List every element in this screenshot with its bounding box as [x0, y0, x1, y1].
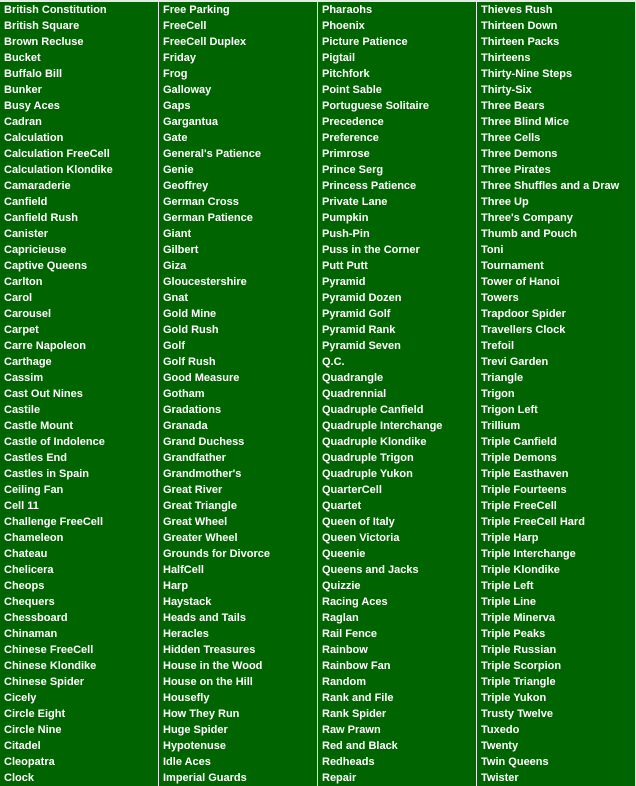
game-list-item[interactable]: Grand Duchess — [159, 434, 318, 450]
game-list-item[interactable]: Rank Spider — [318, 706, 477, 722]
game-list-item[interactable]: Triple Interchange — [477, 546, 636, 562]
game-list-item[interactable]: Challenge FreeCell — [0, 514, 159, 530]
game-list-item[interactable]: Harp — [159, 578, 318, 594]
game-list-item[interactable]: Citadel — [0, 738, 159, 754]
game-list-item[interactable]: Q.C. — [318, 354, 477, 370]
game-list-item[interactable]: Great Triangle — [159, 498, 318, 514]
game-list-item[interactable]: Triple FreeCell — [477, 498, 636, 514]
game-list-item[interactable]: Three Bears — [477, 98, 636, 114]
game-list-item[interactable]: Prince Serg — [318, 162, 477, 178]
game-list-item[interactable]: German Cross — [159, 194, 318, 210]
game-list-item[interactable]: Carlton — [0, 274, 159, 290]
game-list-item[interactable]: Heracles — [159, 626, 318, 642]
game-list-item[interactable]: Queen Victoria — [318, 530, 477, 546]
game-list-item[interactable]: Great Wheel — [159, 514, 318, 530]
game-list-item[interactable]: Gilbert — [159, 242, 318, 258]
game-list-item[interactable]: Thirty-Nine Steps — [477, 66, 636, 82]
game-list-item[interactable]: Granada — [159, 418, 318, 434]
game-list-item[interactable]: Quizzie — [318, 578, 477, 594]
game-list-item[interactable]: FreeCell Duplex — [159, 34, 318, 50]
game-list-item[interactable]: Chameleon — [0, 530, 159, 546]
game-list-item[interactable]: Carol — [0, 290, 159, 306]
game-list-item[interactable]: Triple Yukon — [477, 690, 636, 706]
game-list-item[interactable]: Tuxedo — [477, 722, 636, 738]
game-list-item[interactable]: Thirteen Packs — [477, 34, 636, 50]
game-list-item[interactable]: Calculation — [0, 130, 159, 146]
game-list-item[interactable]: How They Run — [159, 706, 318, 722]
game-list-item[interactable]: HalfCell — [159, 562, 318, 578]
game-list-item[interactable]: Golf Rush — [159, 354, 318, 370]
game-list-item[interactable]: Friday — [159, 50, 318, 66]
game-list-item[interactable]: Canfield Rush — [0, 210, 159, 226]
game-list-item[interactable]: Capricieuse — [0, 242, 159, 258]
game-list-item[interactable]: Castile — [0, 402, 159, 418]
game-list-item[interactable]: Buffalo Bill — [0, 66, 159, 82]
game-list-item[interactable]: Trefoil — [477, 338, 636, 354]
game-list-item[interactable]: Rank and File — [318, 690, 477, 706]
game-list-item[interactable]: Calculation Klondike — [0, 162, 159, 178]
game-list-item[interactable]: Trigon Left — [477, 402, 636, 418]
game-list-item[interactable]: Circle Nine — [0, 722, 159, 738]
game-list-item[interactable]: Pigtail — [318, 50, 477, 66]
game-list-item[interactable]: Redheads — [318, 754, 477, 770]
game-list-item[interactable]: Hidden Treasures — [159, 642, 318, 658]
game-list-item[interactable]: Trillium — [477, 418, 636, 434]
game-list-item[interactable]: Tournament — [477, 258, 636, 274]
game-list-item[interactable]: Pyramid — [318, 274, 477, 290]
game-list-item[interactable]: Quadruple Klondike — [318, 434, 477, 450]
game-list-item[interactable]: Picture Patience — [318, 34, 477, 50]
game-list-item[interactable]: Cell 11 — [0, 498, 159, 514]
game-list-item[interactable]: Giza — [159, 258, 318, 274]
game-list-item[interactable]: Three Pirates — [477, 162, 636, 178]
game-list-item[interactable]: Huge Spider — [159, 722, 318, 738]
game-list-item[interactable]: Triple Easthaven — [477, 466, 636, 482]
game-list-item[interactable]: Gotham — [159, 386, 318, 402]
game-list-item[interactable]: Tower of Hanoi — [477, 274, 636, 290]
game-list-item[interactable]: Toni — [477, 242, 636, 258]
game-list-item[interactable]: Brown Recluse — [0, 34, 159, 50]
game-list-item[interactable]: German Patience — [159, 210, 318, 226]
game-list-item[interactable]: British Square — [0, 18, 159, 34]
game-list-item[interactable]: Preference — [318, 130, 477, 146]
game-list-item[interactable]: Ceiling Fan — [0, 482, 159, 498]
game-list-item[interactable]: House on the Hill — [159, 674, 318, 690]
game-list-item[interactable]: Three Blind Mice — [477, 114, 636, 130]
game-list-item[interactable]: Cheops — [0, 578, 159, 594]
game-list-item[interactable]: Castle Mount — [0, 418, 159, 434]
game-list-item[interactable]: Gloucestershire — [159, 274, 318, 290]
game-list-item[interactable]: Triple Demons — [477, 450, 636, 466]
game-list-item[interactable]: Queens and Jacks — [318, 562, 477, 578]
game-list-item[interactable]: Chinese FreeCell — [0, 642, 159, 658]
game-list-item[interactable]: Gradations — [159, 402, 318, 418]
game-list-item[interactable]: Princess Patience — [318, 178, 477, 194]
game-list-item[interactable]: Triple Triangle — [477, 674, 636, 690]
game-list-item[interactable]: Random — [318, 674, 477, 690]
game-list-item[interactable]: Thieves Rush — [477, 2, 636, 18]
game-list-item[interactable]: Raglan — [318, 610, 477, 626]
game-list-item[interactable]: Racing Aces — [318, 594, 477, 610]
game-list-item[interactable]: Gargantua — [159, 114, 318, 130]
game-list-item[interactable]: Haystack — [159, 594, 318, 610]
game-list-item[interactable]: Idle Aces — [159, 754, 318, 770]
game-list-item[interactable]: Frog — [159, 66, 318, 82]
game-list-item[interactable]: Rainbow — [318, 642, 477, 658]
game-list-item[interactable]: Triple Left — [477, 578, 636, 594]
game-list-item[interactable]: Twin Queens — [477, 754, 636, 770]
game-list-item[interactable]: Bucket — [0, 50, 159, 66]
game-list-item[interactable]: Triple Fourteens — [477, 482, 636, 498]
game-list-item[interactable]: Triple Russian — [477, 642, 636, 658]
game-list-item[interactable]: Gate — [159, 130, 318, 146]
game-list-item[interactable]: Triple Peaks — [477, 626, 636, 642]
game-list-item[interactable]: Trevi Garden — [477, 354, 636, 370]
game-list-item[interactable]: Triple Klondike — [477, 562, 636, 578]
game-list-item[interactable]: Gnat — [159, 290, 318, 306]
game-list-item[interactable]: Thirteen Down — [477, 18, 636, 34]
game-list-item[interactable]: Chequers — [0, 594, 159, 610]
game-list-item[interactable]: Chelicera — [0, 562, 159, 578]
game-list-item[interactable]: Castle of Indolence — [0, 434, 159, 450]
game-list-item[interactable]: Carousel — [0, 306, 159, 322]
game-list-item[interactable]: Pyramid Seven — [318, 338, 477, 354]
game-list-item[interactable]: Twister — [477, 770, 636, 786]
game-list-item[interactable]: Phoenix — [318, 18, 477, 34]
game-list-item[interactable]: Chinaman — [0, 626, 159, 642]
game-list-item[interactable]: Quadrennial — [318, 386, 477, 402]
game-list-item[interactable]: Free Parking — [159, 2, 318, 18]
game-list-item[interactable]: Calculation FreeCell — [0, 146, 159, 162]
game-list-item[interactable]: FreeCell — [159, 18, 318, 34]
game-list-item[interactable]: Triple Canfield — [477, 434, 636, 450]
game-list-item[interactable]: Chinese Spider — [0, 674, 159, 690]
game-list-item[interactable]: Geoffrey — [159, 178, 318, 194]
game-list-item[interactable]: Canister — [0, 226, 159, 242]
game-list-item[interactable]: Clock — [0, 770, 159, 786]
game-list-item[interactable]: Pharaohs — [318, 2, 477, 18]
game-list-item[interactable]: Repair — [318, 770, 477, 786]
game-list-item[interactable]: Castles in Spain — [0, 466, 159, 482]
game-list-item[interactable]: House in the Wood — [159, 658, 318, 674]
game-list-item[interactable]: Rail Fence — [318, 626, 477, 642]
game-list-item[interactable]: Golf — [159, 338, 318, 354]
game-list-item[interactable]: Grandmother's — [159, 466, 318, 482]
game-list-item[interactable]: Trigon — [477, 386, 636, 402]
game-list-item[interactable]: Carthage — [0, 354, 159, 370]
game-list-item[interactable]: Three Shuffles and a Draw — [477, 178, 636, 194]
game-list-item[interactable]: Red and Black — [318, 738, 477, 754]
game-list-item[interactable]: QuarterCell — [318, 482, 477, 498]
game-list-item[interactable]: Pyramid Dozen — [318, 290, 477, 306]
game-list-item[interactable]: Carpet — [0, 322, 159, 338]
game-list-item[interactable]: Cadran — [0, 114, 159, 130]
game-list-item[interactable]: Quadruple Trigon — [318, 450, 477, 466]
game-list-item[interactable]: Towers — [477, 290, 636, 306]
game-list-item[interactable]: Triple Minerva — [477, 610, 636, 626]
game-list-item[interactable]: Travellers Clock — [477, 322, 636, 338]
game-list-item[interactable]: Cleopatra — [0, 754, 159, 770]
game-list-item[interactable]: Quadruple Yukon — [318, 466, 477, 482]
game-list-item[interactable]: Triple Harp — [477, 530, 636, 546]
game-list-item[interactable]: Grandfather — [159, 450, 318, 466]
game-list-item[interactable]: Captive Queens — [0, 258, 159, 274]
game-list-item[interactable]: Genie — [159, 162, 318, 178]
game-list-item[interactable]: Chinese Klondike — [0, 658, 159, 674]
game-list-item[interactable]: Heads and Tails — [159, 610, 318, 626]
game-list-item[interactable]: Gold Mine — [159, 306, 318, 322]
game-list-item[interactable]: Portuguese Solitaire — [318, 98, 477, 114]
game-list-item[interactable]: Giant — [159, 226, 318, 242]
game-list-item[interactable]: Cast Out Nines — [0, 386, 159, 402]
game-list-item[interactable]: Thumb and Pouch — [477, 226, 636, 242]
game-list-item[interactable]: Queen of Italy — [318, 514, 477, 530]
game-list-item[interactable]: Twenty — [477, 738, 636, 754]
game-list-item[interactable]: Housefly — [159, 690, 318, 706]
game-list-item[interactable]: Carre Napoleon — [0, 338, 159, 354]
game-list-item[interactable]: Castles End — [0, 450, 159, 466]
game-list-item[interactable]: Imperial Guards — [159, 770, 318, 786]
game-list-item[interactable]: Raw Prawn — [318, 722, 477, 738]
game-list-item[interactable]: Point Sable — [318, 82, 477, 98]
game-list-item[interactable]: Gaps — [159, 98, 318, 114]
game-list-item[interactable]: Pumpkin — [318, 210, 477, 226]
game-list-item[interactable]: Gold Rush — [159, 322, 318, 338]
game-list-item[interactable]: Greater Wheel — [159, 530, 318, 546]
game-list-item[interactable]: Private Lane — [318, 194, 477, 210]
game-list-item[interactable]: Three Up — [477, 194, 636, 210]
game-list-item[interactable]: Bunker — [0, 82, 159, 98]
game-list-item[interactable]: Puss in the Corner — [318, 242, 477, 258]
game-list-item[interactable]: Primrose — [318, 146, 477, 162]
game-list-item[interactable]: Grounds for Divorce — [159, 546, 318, 562]
game-list-item[interactable]: Quadruple Canfield — [318, 402, 477, 418]
game-list-item[interactable]: Cassim — [0, 370, 159, 386]
game-list-item[interactable]: Precedence — [318, 114, 477, 130]
game-list-item[interactable]: Thirteens — [477, 50, 636, 66]
game-list-item[interactable]: Triple FreeCell Hard — [477, 514, 636, 530]
game-list-item[interactable]: Pitchfork — [318, 66, 477, 82]
game-list-item[interactable]: Great River — [159, 482, 318, 498]
game-list-item[interactable]: Rainbow Fan — [318, 658, 477, 674]
game-list-item[interactable]: Cicely — [0, 690, 159, 706]
game-list-item[interactable]: Quadruple Interchange — [318, 418, 477, 434]
game-list-item[interactable]: Pyramid Rank — [318, 322, 477, 338]
game-list-item[interactable]: Quartet — [318, 498, 477, 514]
game-list-item[interactable]: Circle Eight — [0, 706, 159, 722]
game-list-item[interactable]: Queenie — [318, 546, 477, 562]
game-list-item[interactable]: Triple Scorpion — [477, 658, 636, 674]
game-list-item[interactable]: Pyramid Golf — [318, 306, 477, 322]
game-list-item[interactable]: Thirty-Six — [477, 82, 636, 98]
game-list-item[interactable]: Triple Line — [477, 594, 636, 610]
game-list-item[interactable]: Putt Putt — [318, 258, 477, 274]
game-list-item[interactable]: Hypotenuse — [159, 738, 318, 754]
game-list-item[interactable]: Push-Pin — [318, 226, 477, 242]
game-list-item[interactable]: Three Cells — [477, 130, 636, 146]
game-list-item[interactable]: Quadrangle — [318, 370, 477, 386]
game-list-item[interactable]: British Constitution — [0, 2, 159, 18]
game-list-item[interactable]: Triangle — [477, 370, 636, 386]
game-list-item[interactable]: Trusty Twelve — [477, 706, 636, 722]
game-list-item[interactable]: Canfield — [0, 194, 159, 210]
game-list-item[interactable]: Chessboard — [0, 610, 159, 626]
game-list-item[interactable]: Chateau — [0, 546, 159, 562]
game-list-item[interactable]: Three's Company — [477, 210, 636, 226]
game-list-item[interactable]: Three Demons — [477, 146, 636, 162]
game-list-item[interactable]: Good Measure — [159, 370, 318, 386]
game-list-item[interactable]: Camaraderie — [0, 178, 159, 194]
game-list-item[interactable]: Galloway — [159, 82, 318, 98]
game-list-item[interactable]: General's Patience — [159, 146, 318, 162]
game-list-item[interactable]: Busy Aces — [0, 98, 159, 114]
game-list-item[interactable]: Trapdoor Spider — [477, 306, 636, 322]
